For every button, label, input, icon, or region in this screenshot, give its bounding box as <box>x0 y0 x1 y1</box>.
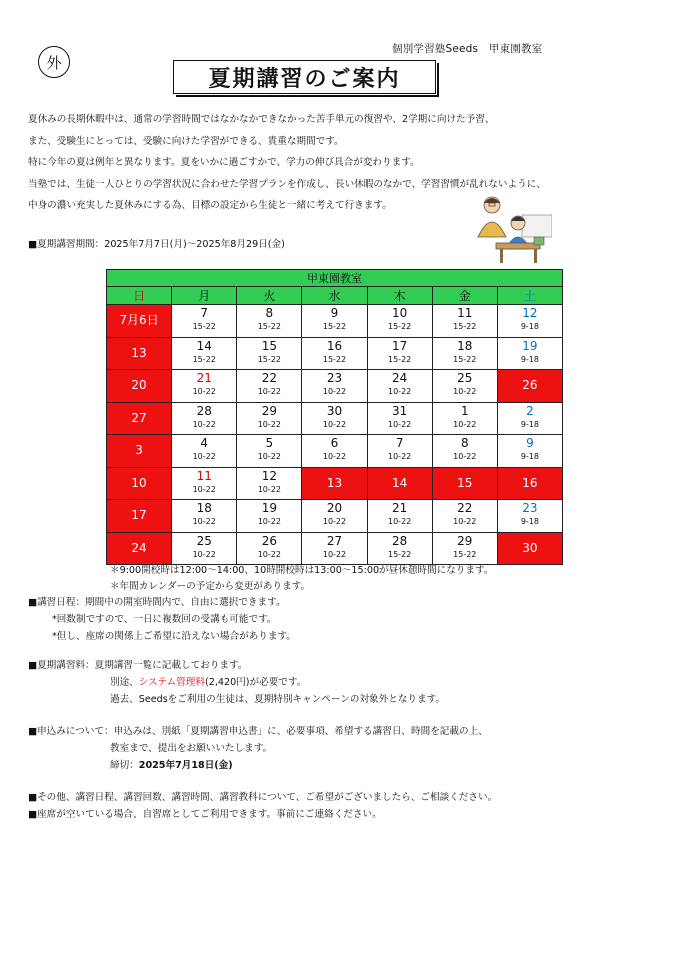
schedule-line: *但し、座席の関係上ご希望に沿えない場合があります。 <box>52 631 296 642</box>
closed-day-cell <box>107 402 172 435</box>
day-number: 30 <box>326 403 343 418</box>
day-number: 4 <box>200 436 209 450</box>
open-hours: 10-22 <box>192 419 216 429</box>
day-number: 7 <box>200 306 209 320</box>
open-hours: 15-22 <box>322 322 347 331</box>
calendar-day-cell <box>367 500 432 533</box>
calendar-day-cell <box>237 305 302 338</box>
weekday-header: 土 <box>497 287 562 305</box>
closed-day-cell <box>107 467 172 500</box>
open-hours: 10-22 <box>453 517 477 526</box>
day-number: 22 <box>457 501 473 515</box>
open-hours: 10-22 <box>322 549 347 559</box>
open-hours: 10-22 <box>322 517 347 526</box>
weekday-header: 金 <box>432 287 497 305</box>
closed-day-cell <box>367 467 432 500</box>
calendar-day-cell <box>367 370 432 403</box>
day-number: 1 <box>460 403 469 418</box>
day-number: 9 <box>330 306 339 320</box>
calendar-day-cell <box>172 435 237 468</box>
schedule-line: *回数制ですので、一日に複数回の受講も可能です。 <box>52 614 277 625</box>
intro-line: 中身の濃い充実した夏休みにする為、目標の設定から生徒と一緒に考えて行きます。 <box>28 200 392 211</box>
calendar-day-cell <box>172 500 237 533</box>
deadline-label: 締切： <box>110 760 139 771</box>
day-number: 6 <box>330 436 339 450</box>
calendar-day-cell <box>497 435 562 468</box>
open-hours: 9-18 <box>520 452 539 461</box>
intro-text <box>28 109 546 217</box>
day-number: 14 <box>391 475 408 490</box>
day-number: 12 <box>522 306 538 320</box>
open-hours: 15-22 <box>257 322 281 331</box>
day-number: 13 <box>131 345 147 360</box>
day-number: 21 <box>391 501 408 515</box>
open-hours: 10-22 <box>388 517 412 526</box>
day-number: 3 <box>135 443 143 457</box>
calendar-day-cell <box>237 532 302 565</box>
day-number: 7 <box>395 436 404 450</box>
day-number: 11 <box>457 306 473 320</box>
open-hours: 15-22 <box>453 322 477 331</box>
open-hours: 10-22 <box>322 419 347 429</box>
page-title: 夏期講習のご案内 <box>173 60 436 94</box>
calendar-day-cell <box>237 500 302 533</box>
calendar-day-cell <box>367 402 432 435</box>
note-line: ＊9:00開校時は12:00～14:00、10時開校時は13:00～15:00が昼休憩時間になります。 <box>110 565 494 576</box>
calendar-day-cell <box>497 337 562 370</box>
calendar-day-cell <box>172 467 237 500</box>
day-number: 21 <box>196 371 212 385</box>
calendar-day-cell <box>172 337 237 370</box>
day-number: 31 <box>391 403 408 418</box>
note-line: ＊年間カレンダーの予定から変更があります。 <box>110 581 311 592</box>
day-number: 9 <box>526 436 534 450</box>
closed-day-cell <box>107 435 172 468</box>
open-hours: 10-22 <box>453 387 477 396</box>
closed-day-cell <box>107 337 172 370</box>
day-number: 7月6日 <box>119 313 159 327</box>
calendar-day-cell <box>237 402 302 435</box>
calendar-day-cell <box>497 500 562 533</box>
day-number: 11 <box>196 468 212 483</box>
day-number: 24 <box>391 371 408 385</box>
day-number: 13 <box>326 475 343 490</box>
open-hours: 10-22 <box>192 517 216 526</box>
fee-section <box>28 657 445 708</box>
calendar-day-cell <box>432 532 497 565</box>
day-number: 25 <box>196 533 212 548</box>
day-number: 17 <box>131 508 147 522</box>
day-number: 20 <box>326 501 343 515</box>
open-hours: 9-18 <box>520 419 539 429</box>
calendar-week-row <box>107 532 563 565</box>
open-hours: 10-22 <box>388 452 412 461</box>
calendar-day-cell <box>432 435 497 468</box>
day-number: 29 <box>457 533 473 548</box>
closed-day-cell <box>107 532 172 565</box>
category-badge: 外 <box>38 46 70 78</box>
open-hours: 9-18 <box>520 517 539 526</box>
open-hours: 15-22 <box>453 354 477 364</box>
day-number: 12 <box>261 468 277 483</box>
period-text: ■夏期講習期間：2025年7月7日(月)～2025年8月29日(金) <box>28 239 285 250</box>
day-number: 27 <box>326 533 343 548</box>
calendar-table <box>106 269 563 565</box>
open-hours: 10-22 <box>453 452 477 461</box>
weekday-header: 木 <box>367 287 432 305</box>
calendar-week-row <box>107 402 563 435</box>
calendar-day-cell <box>172 532 237 565</box>
open-hours: 10-22 <box>453 419 477 429</box>
apply-line: ■申込みについて：申込みは、別紙「夏期講習申込書」に、必要事項、希望する講習日、時間を記載の上、 <box>28 726 488 737</box>
weekday-header: 水 <box>302 287 367 305</box>
fee-line <box>28 674 445 691</box>
closed-day-cell <box>107 500 172 533</box>
open-hours: 10-22 <box>257 549 281 559</box>
closed-day-cell <box>497 467 562 500</box>
day-number: 29 <box>261 403 277 418</box>
calendar-day-cell <box>302 337 367 370</box>
study-illustration <box>470 193 552 263</box>
closed-day-cell <box>497 370 562 403</box>
day-number: 10 <box>131 475 147 490</box>
day-number: 22 <box>261 371 277 385</box>
day-number: 27 <box>131 410 147 425</box>
day-number: 23 <box>326 371 343 385</box>
calendar-week-row <box>107 467 563 500</box>
deadline-line <box>28 757 488 774</box>
calendar-day-cell <box>367 435 432 468</box>
calendar-day-cell <box>367 305 432 338</box>
open-hours: 15-22 <box>322 354 347 364</box>
calendar-day-cell <box>237 467 302 500</box>
intro-line: 当塾では、生徒一人ひとりの学習状況に合わせた学習プランを作成し、長い休暇のなかで、学習習慣が乱れないように、 <box>28 178 546 190</box>
weekday-header: 月 <box>172 287 237 305</box>
calendar-day-cell <box>302 500 367 533</box>
day-number: 24 <box>131 540 147 555</box>
calendar-day-cell <box>172 370 237 403</box>
day-number: 28 <box>196 403 212 418</box>
day-number: 18 <box>196 501 212 515</box>
calendar-day-cell <box>302 370 367 403</box>
calendar-day-cell <box>237 435 302 468</box>
day-number: 16 <box>522 475 538 490</box>
open-hours: 10-22 <box>257 419 281 429</box>
day-number: 10 <box>391 306 408 320</box>
open-hours: 15-22 <box>192 354 216 364</box>
apply-section <box>28 723 488 774</box>
closed-day-cell <box>107 305 172 338</box>
open-hours: 10-22 <box>192 484 216 494</box>
day-number: 15 <box>261 338 277 353</box>
fee-amount: (2,420円)が必要です。 <box>204 677 307 688</box>
fee-line: 過去、Seedsをご利用の生徒は、夏期特別キャンペーンの対象外となります。 <box>110 694 446 705</box>
deadline-date: 2025年7月18日(金) <box>138 760 233 771</box>
day-number: 19 <box>261 501 277 515</box>
intro-line: 夏休みの長期休暇中は、通常の学習時間ではなかなかできなかった苦手単元の復習や、2学期に向けた予習、 <box>28 114 495 125</box>
calendar-week-row <box>107 370 563 403</box>
system-fee-label: システム管理料 <box>138 677 205 688</box>
fee-line: ■夏期講習料：夏期講習一覧に記載しております。 <box>28 660 248 671</box>
calendar-day-cell <box>172 402 237 435</box>
day-number: 15 <box>457 475 473 490</box>
closed-day-cell <box>497 532 562 565</box>
day-number: 8 <box>460 436 469 450</box>
day-number: 16 <box>326 338 343 353</box>
open-hours: 15-22 <box>453 549 477 559</box>
open-hours: 15-22 <box>388 549 412 559</box>
school-name: 個別学習塾Seeds 甲東園教室 <box>392 43 543 55</box>
open-hours: 10-22 <box>388 387 412 396</box>
calendar-day-cell <box>367 337 432 370</box>
calendar-day-cell <box>237 337 302 370</box>
open-hours: 10-22 <box>322 452 347 461</box>
open-hours: 15-22 <box>192 322 216 331</box>
day-number: 26 <box>261 533 277 548</box>
calendar-week-row <box>107 500 563 533</box>
calendar-day-cell <box>432 337 497 370</box>
footer-line: ■その他、講習日程、講習回数、講習時間、講習教科について、ご希望がございましたら、ご相談ください。 <box>28 792 498 803</box>
schedule-section <box>28 594 296 645</box>
schedule-line: ■講習日程：期間中の開室時間内で、自由に選択できます。 <box>28 597 286 608</box>
calendar-day-cell <box>497 305 562 338</box>
open-hours: 10-22 <box>192 452 216 461</box>
weekday-header: 火 <box>237 287 302 305</box>
closed-day-cell <box>302 467 367 500</box>
calendar-day-cell <box>302 435 367 468</box>
day-number: 28 <box>391 533 408 548</box>
open-hours: 10-22 <box>257 387 281 396</box>
calendar-week-row <box>107 337 563 370</box>
calendar-title: 甲東園教室 <box>107 270 563 287</box>
calendar-day-cell <box>497 402 562 435</box>
calendar-notes <box>110 563 493 595</box>
apply-line: 教室まで、提出をお願いいたします。 <box>110 743 273 754</box>
calendar-week-row <box>107 305 563 338</box>
open-hours: 10-22 <box>257 517 281 526</box>
footer-line: ■座席が空いている場合、自習席としてご利用できます。事前にご連絡ください。 <box>28 809 382 820</box>
day-number: 8 <box>265 306 274 320</box>
day-number: 5 <box>265 436 274 450</box>
open-hours: 10-22 <box>322 387 347 396</box>
calendar-day-cell <box>302 305 367 338</box>
calendar-day-cell <box>302 402 367 435</box>
open-hours: 9-18 <box>520 354 539 364</box>
day-number: 20 <box>131 378 147 392</box>
open-hours: 10-22 <box>257 484 281 494</box>
open-hours: 10-22 <box>257 452 281 461</box>
day-number: 26 <box>522 378 538 392</box>
calendar-day-cell <box>367 532 432 565</box>
day-number: 18 <box>457 338 473 353</box>
calendar-day-cell <box>432 370 497 403</box>
open-hours: 10-22 <box>192 549 216 559</box>
calendar-day-cell <box>432 500 497 533</box>
calendar-day-cell <box>432 305 497 338</box>
fee-prefix: 別途、 <box>110 677 139 688</box>
calendar-day-cell <box>237 370 302 403</box>
day-number: 14 <box>196 338 212 353</box>
calendar-day-cell <box>172 305 237 338</box>
intro-line: また、受験生にとっては、受験に向けた学習ができる、貴重な期間です。 <box>28 135 344 147</box>
weekday-header: 日 <box>107 287 172 305</box>
intro-line: 特に今年の夏は例年と異なります。夏をいかに過ごすかで、学力の伸び具合が変わります。 <box>28 157 420 168</box>
day-number: 17 <box>391 338 408 353</box>
calendar-day-cell <box>432 402 497 435</box>
closed-day-cell <box>107 370 172 403</box>
day-number: 23 <box>522 501 538 515</box>
open-hours: 10-22 <box>388 419 412 429</box>
calendar-week-row <box>107 435 563 468</box>
open-hours: 15-22 <box>388 354 412 364</box>
calendar-day-cell <box>302 532 367 565</box>
open-hours: 15-22 <box>388 322 412 331</box>
day-number: 19 <box>522 338 538 353</box>
open-hours: 9-18 <box>520 322 539 331</box>
open-hours: 10-22 <box>192 387 216 396</box>
day-number: 30 <box>522 540 538 555</box>
day-number: 25 <box>457 371 473 385</box>
open-hours: 15-22 <box>257 354 281 364</box>
closed-day-cell <box>432 467 497 500</box>
day-number: 2 <box>526 403 534 418</box>
footer-section <box>28 789 497 823</box>
